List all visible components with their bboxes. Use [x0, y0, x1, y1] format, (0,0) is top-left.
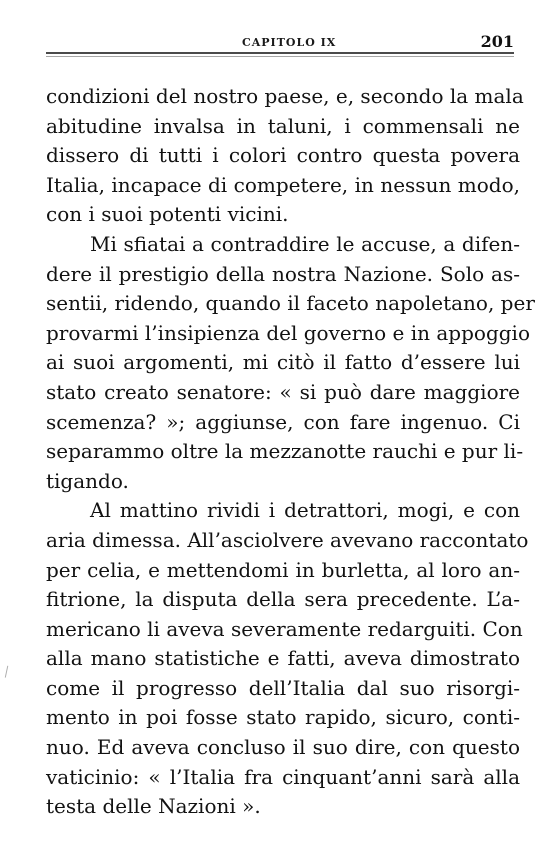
text-line: per celia, e mettendomi in burletta, al loro an-	[46, 557, 520, 582]
text-line: Al mattino rividi i detrattori, mogi, e con	[90, 498, 520, 523]
text-line: tigando.	[46, 468, 129, 493]
text-line: condizioni del nostro paese, e, secondo la mala	[46, 84, 524, 108]
text-line: dissero di tutti i colori contro questa povera	[46, 143, 520, 168]
text-line: fitrione, la disputa della sera precedente. L’a-	[46, 587, 520, 612]
text-line: Mi sfiatai a contraddire le accuse, a difen-	[90, 231, 520, 256]
page-header	[46, 32, 514, 56]
text-line: con i suoi potenti vicini.	[46, 202, 289, 227]
text-line: ai suoi argomenti, mi citò il fatto d’essere lui	[46, 350, 520, 375]
text-line: nuo. Ed aveva concluso il suo dire, con questo	[46, 735, 520, 760]
body-text	[46, 82, 535, 822]
chapter-title: CAPITOLO IX	[242, 36, 337, 49]
header-rule-secondary	[46, 56, 514, 57]
text-line: dere il prestigio della nostra Nazione. Solo as-	[46, 261, 520, 286]
text-line: scemenza? »; aggiunse, con fare ingenuo. Ci	[46, 409, 520, 434]
text-line: come il progresso dell’Italia dal suo risorgi-	[46, 675, 520, 700]
text-line: Italia, incapace di competere, in nessun modo,	[46, 172, 520, 197]
header-rule	[46, 52, 514, 54]
margin-mark	[5, 666, 11, 679]
text-line: separammo oltre la mezzanotte rauchi e pur li-	[46, 439, 524, 464]
text-line: vaticinio: « l’Italia fra cinquant’anni sarà alla	[46, 764, 520, 789]
text-line: sentii, ridendo, quando il faceto napoletano, per	[46, 291, 535, 316]
text-line: abitudine invalsa in taluni, i commensali ne	[46, 113, 520, 138]
text-line: mento in poi fosse stato rapido, sicuro, conti-	[46, 705, 520, 730]
page-number: 201	[480, 32, 514, 51]
text-line: stato creato senatore: « si può dare maggiore	[46, 379, 520, 404]
text-line: aria dimessa. All’asciolvere avevano raccontato	[46, 527, 529, 552]
text-line: alla mano statistiche e fatti, aveva dimostrato	[46, 646, 520, 671]
text-line: testa delle Nazioni ».	[46, 794, 261, 819]
text-line: provarmi l’insipienza del governo e in appoggio	[46, 320, 530, 345]
text-line: mericano li aveva severamente redarguiti. Con	[46, 616, 523, 641]
